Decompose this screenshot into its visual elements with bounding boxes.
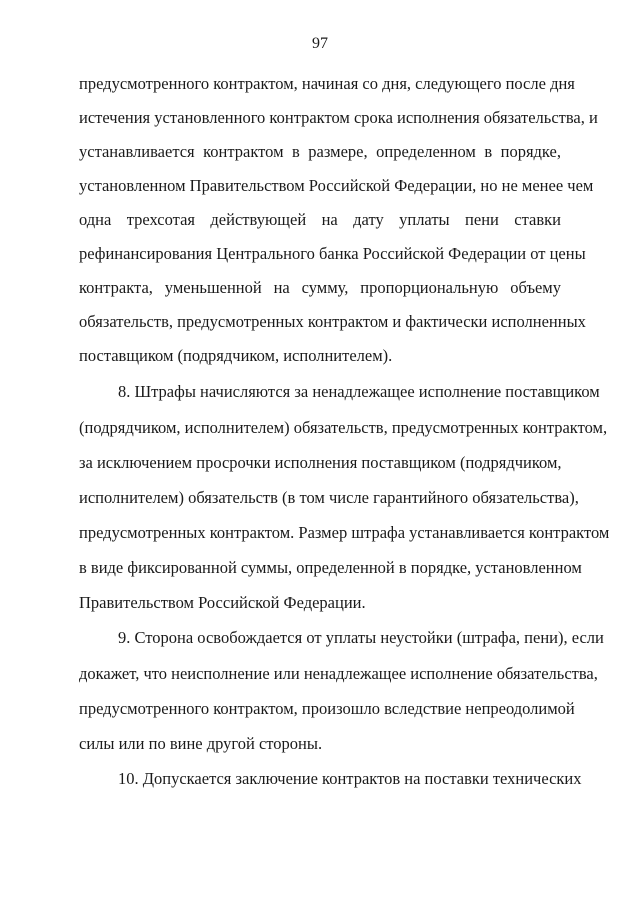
text-line: рефинансирования Центрального банка Российской Федерации от цены bbox=[79, 244, 586, 263]
text-line: (подрядчиком, исполнителем) обязательств, предусмотренных контрактом, bbox=[79, 418, 608, 437]
text-line: контракта, уменьшенной на сумму, пропорциональную объему bbox=[79, 278, 561, 297]
text-line: обязательств, предусмотренных контрактом и фактически исполненных bbox=[79, 312, 586, 331]
text-line: Правительством Российской Федерации. bbox=[79, 593, 366, 612]
text-line: предусмотренного контрактом, начиная со дня, следующего после дня bbox=[79, 74, 575, 93]
page-number: 97 bbox=[312, 35, 328, 52]
text-line: исполнителем) обязательств (в том числе гарантийного обязательства), bbox=[79, 488, 579, 507]
text-line: установленном Правительством Российской Федерации, но не менее чем bbox=[79, 176, 594, 195]
paragraph-start-line: 8. Штрафы начисляются за ненадлежащее исполнение поставщиком bbox=[118, 382, 600, 401]
paragraph-start-line: 9. Сторона освобождается от уплаты неустойки (штрафа, пени), если bbox=[118, 628, 604, 647]
text-line: одна трехсотая действующей на дату уплаты пени ставки bbox=[79, 210, 561, 229]
text-line: истечения установленного контрактом срока исполнения обязательства, и bbox=[79, 108, 598, 127]
text-line: силы или по вине другой стороны. bbox=[79, 734, 323, 753]
text-line: за исключением просрочки исполнения поставщиком (подрядчиком, bbox=[79, 453, 562, 472]
text-line: докажет, что неисполнение или ненадлежащее исполнение обязательства, bbox=[79, 664, 598, 683]
text-line: предусмотренных контрактом. Размер штрафа устанавливается контрактом bbox=[79, 523, 610, 542]
text-line: устанавливается контрактом в размере, определенном в порядке, bbox=[79, 142, 561, 161]
text-line: в виде фиксированной суммы, определенной в порядке, установленном bbox=[79, 558, 582, 577]
paragraph-start-line: 10. Допускается заключение контрактов на поставки технических bbox=[118, 769, 582, 788]
text-line: предусмотренного контрактом, произошло вследствие непреодолимой bbox=[79, 699, 575, 718]
text-line: поставщиком (подрядчиком, исполнителем). bbox=[79, 346, 393, 365]
